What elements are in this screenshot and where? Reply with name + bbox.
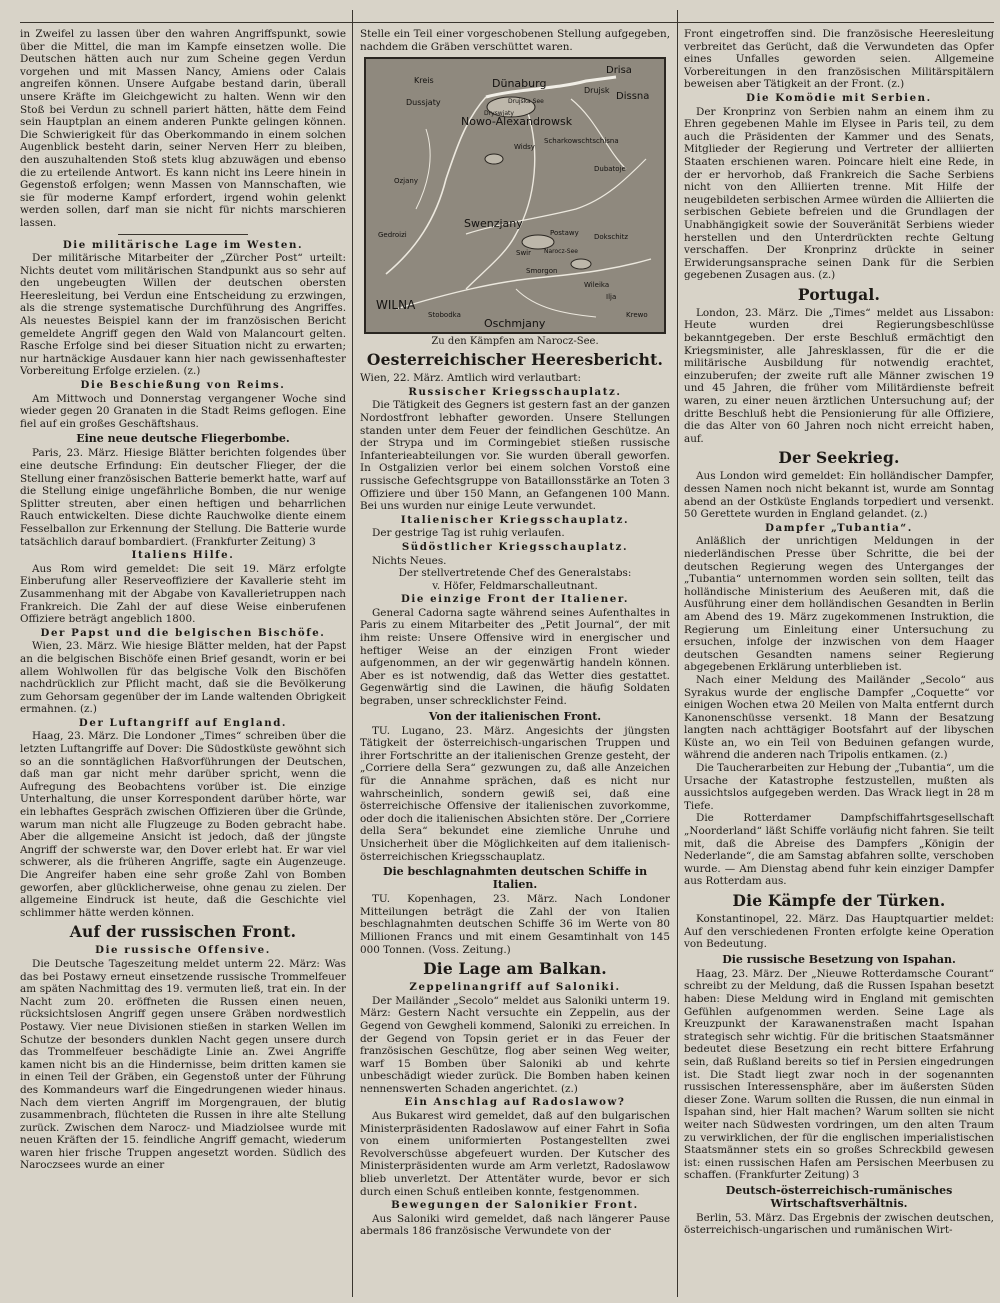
article-paragraph: Die Deutsche Tageszeitung meldet unterm 22. März: Was das bei Postawy erneut einsetzende russische Trommelfeuer am späten Nachmittag des 19. vermuten ließ, trat ein. In der Nacht zum 20. eröffneten die Russen einen neuen, rücksichtslosen Angriff gegen unsere Gräben nordwestlich Postawy. Vier neue Divisionen stießen in starken Wellen im Schutze der besonders dunklen Nacht gegen unsere durch das Trommelfeuer beschädigte Linie an. Zwei Angriffe kamen nicht bis an die Hindernisse, beim dritten kamen sie in einen Teil der Gräben, ein Gegenstoß unter der Führung des Kommandeurs warf die Eingedrungenen wieder hinaus. Nach dem vierten Angriff im Morgengrauen, der blutig zusammenbrach, flüchteten die Russen in ihre alte Stellung zurück. Zwischen dem Narocz- und Miadziolsee wurde mit neuen Kräften der 15. feindliche Angriff gemacht, wiederum waren hier frische Truppen angesetzt worden. Südlich des Naroczsees wurde an einer — [20, 957, 346, 1172]
article-heading: Von der italienischen Front. — [428, 709, 602, 723]
section-separator — [118, 234, 248, 235]
map-place-label: Dokschitz — [594, 233, 629, 242]
map-figure — [364, 57, 666, 334]
signature-line: Der stellvertretende Chef des Generalstabs: — [398, 567, 632, 580]
column-rule — [352, 10, 353, 1297]
article-paragraph: Die Tätigkeit des Gegners ist gestern fast an der ganzen Nordostfront lebhafter geworden. Unsere Stellungen standen unter dem Feuer der feindlichen Geschütze. An der Strypa und im Cormingebiet stießen russische Infanterieabteilungen vor. Sie wurden überall geworfen. In Ostgalizien verlor bei einem solchen Vorstoß eine russische Gefechtsgruppe von Bataillonsstärke an Toten 3 Offiziere und über 150 Mann, an Gefangenen 100 Mann. Bei uns wurden nur einige Leute verwundet. — [360, 399, 670, 513]
column-2 — [360, 28, 670, 1296]
map-place-label: Smorgon — [526, 267, 558, 276]
article-subheading: Ein Anschlag auf Radoslawow? — [404, 1096, 626, 1109]
map-place-label: Postawy — [550, 229, 579, 238]
article-paragraph: Aus Bukarest wird gemeldet, daß auf den bulgarischen Ministerpräsidenten Radoslawow auf einer Fahrt in Sofia von einem uniformierten Postangestellten zwei Revolverschüsse abgefeuert wurden. Der Kutscher des Ministerpräsidenten wurde am Arm verletzt, Radoslawow blieb unverletzt. Der Attentäter wurde, bevor er sich durch einen Schuß entleiben konnte, festgenommen. — [360, 1110, 670, 1198]
article-paragraph: Aus Rom wird gemeldet: Die seit 19. März erfolgte Einberufung aller Reserveoffiziere der Kavallerie steht im Zusammenhang mit der Abgabe von Kavallerietruppen nach Frankreich. Die Zahl der auf diese Weise einberufenen Offiziere beträgt angeblich 1800. — [20, 562, 346, 626]
article-paragraph: Nach einer Meldung des Mailänder „Secolo“ aus Syrakus wurde der englische Dampfer „Coquette“ vor einigen Wochen etwa 20 Meilen von Malta entfernt durch Kanonenschüsse versenkt. 18 Mann der Besatzung langten nach achttägiger Bootsfahrt auf der libyschen Küste an, wo ein Teil von Beduinen gefangen wurde, während die anderen nach Tripolis entkamen. (z.) — [684, 673, 994, 762]
section-heading: Der Seekrieg. — [778, 448, 900, 468]
article-heading: Die russische Besetzung von Ispahan. — [722, 952, 956, 966]
article-paragraph: Am Mittwoch und Donnerstag vergangener Woche sind wieder gegen 20 Granaten in die Stadt Reims geflogen. Eine fiel auf ein großes Geschäftshaus. — [20, 392, 346, 430]
article-subheading: Die einzige Front der Italiener. — [400, 593, 630, 606]
article-subheading: Zeppelinangriff auf Saloniki. — [409, 981, 621, 994]
article-subheading: Dampfer „Tubantia“. — [765, 521, 913, 534]
map-place-label: Kreis — [414, 76, 434, 86]
section-heading: Portugal. — [797, 284, 881, 304]
article-heading: Eine neue deutsche Fliegerbombe. — [76, 432, 290, 446]
column-rule — [677, 10, 678, 1297]
article-subheading: Bewegungen der Salonikier Front. — [391, 1199, 639, 1212]
article-paragraph: Anläßlich der unrichtigen Meldungen in der niederländischen Presse über Schritte, die bei der deutschen Regierung wegen des Unterganges der „Tubantia“ unternommen worden sein sollten, teilt das holländische Ministerium des Aeußeren mit, daß die Ausführung einer dem holländischen Gesandten in Berlin am Abend des 19. März zugekommenen Instruktion, die Regierung um Einleitung einer Untersuchung zu ersuchen, infolge der inzwischen von dem Haager deutschen Gesandten namens seiner Regierung abgegebenen Erklärung unterblieben ist. — [684, 535, 994, 674]
article-paragraph: TU. Lugano, 23. März. Angesichts der jüngsten Tätigkeit der österreichisch-ungarischen Truppen und ihrer Fortschritte an der italienischen Grenze gesteht, der „Corriere della Sera“ gezwungen zu, daß alle Anzeichen für die Annahme sprächen, daß es nicht nur wahrscheinlich, sondern gewiß sei, daß eine österreichische Offensive der italienischen zuvorkomme, oder doch die italienischen Absichten störe. Der „Corriere della Sera“ bekundet eine ziemliche Unruhe und Unsicherheit über die Möglichkeiten auf dem italienisch-österreichischen Kriegsschauplatz. — [360, 724, 670, 863]
map-place-label: Widsy — [514, 143, 535, 152]
map-place-label: Dussjaty — [406, 98, 441, 108]
article-paragraph: Aus London wird gemeldet: Ein holländischer Dampfer, dessen Namen noch nicht bekannt ist, wurde am Sonntag abend an der Ostküste Englands torpediert und versenkt. 50 Gerettete wurden in England gelandet. (z.) — [684, 470, 994, 521]
article-paragraph: Die Rotterdamer Dampfschiffahrtsgesellschaft „Noorderland“ läßt Schiffe vorläufig nicht fahren. Sie teilt mit, daß die Abreise des Dampfers „Königin der Nederlande“, die am Samstag abfahren sollte, verschoben wurde. — Am Dienstag abend fuhr kein einziger Dampfer aus Rotterdam aus. — [684, 812, 994, 888]
map-drawing — [366, 59, 664, 332]
map-place-label: Scharkowschtschisna — [544, 137, 619, 146]
article-heading: Die beschlagnahmten deutschen Schiffe in Italien. — [382, 865, 648, 892]
article-paragraph: Berlin, 53. März. Das Ergebnis der zwischen deutschen, österreichisch-ungarischen und rumänischen Wirt- — [684, 1211, 994, 1237]
article-subheading: Südöstlicher Kriegsschauplatz. — [401, 540, 629, 553]
article-subheading: Die russische Offensive. — [95, 944, 271, 957]
article-subheading: Die Beschießung von Reims. — [80, 379, 286, 392]
column-2-top — [360, 28, 670, 53]
article-subheading: Der Papst und die belgischen Bischöfe. — [40, 626, 326, 639]
map-place-label: Dissna — [616, 91, 650, 103]
map-place-label: Drujsk — [584, 86, 610, 96]
article-paragraph: General Cadorna sagte während seines Aufenthaltes in Paris zu einem Mitarbeiter des „Petit Journal“, der mit ihm reiste: Unsere Offensive wird in energischer und heftiger Weise an der einzigen Front wieder aufgenommen, an der wir gegenwärtig handeln können. Aber es ist notwendig, daß das Wetter dies gestattet. Gegenwärtig sind die Lawinen, die häufig Soldaten begraben, unser schrecklichster Feind. — [360, 606, 670, 708]
map-place-label: Nowo-Alexandrowsk — [461, 115, 573, 129]
article-paragraph: Paris, 23. März. Hiesige Blätter berichten folgendes über eine deutsche Erfindung: Ein deutscher Flieger, der die Stellung einer französischen Batterie bemerkt hatte, warf auf die Stellung einige ungefährliche Bomben, die nur wenige Splitter streuten, aber einen heftigen und beharrlichen Rauch entwickelten. Diese dichte Rauchwolke diente einem Fesselballon zur Erkennung der Stellung. Die Batterie wurde tatsächlich darauf bombardiert. (Frankfurter Zeitung) 3 — [20, 447, 346, 548]
top-rule — [20, 22, 994, 23]
section-heading: Auf der russischen Front. — [69, 922, 297, 942]
map-place-label: Dryswjaty — [484, 110, 514, 118]
article-subheading: Italienischer Kriegsschauplatz. — [400, 513, 630, 526]
article-subheading: Italiens Hilfe. — [131, 549, 235, 562]
article-paragraph: Wien, 23. März. Wie hiesige Blätter melden, hat der Papst an die belgischen Bischöfe einen Brief gesandt, worin er bei allem Wohlwollen für das belgische Volk den Bischöfen nachdrücklich zur Pflicht macht, daß sie die Bevölkerung zum Gehorsam gegenüber der im Lande waltenden Obrigkeit ermahnen. (z.) — [20, 640, 346, 716]
article-paragraph: Stelle ein Teil einer vorgeschobenen Stellung aufgegeben, nachdem die Gräben verschüttet waren. — [360, 28, 670, 53]
column-2-body — [360, 351, 670, 1238]
map-place-label: Wileika — [584, 281, 610, 290]
map-place-label: Gedroizi — [378, 231, 407, 240]
map-place-label: Ilja — [606, 293, 617, 302]
article-paragraph: TU. Kopenhagen, 23. März. Nach Londoner Mitteilungen beträgt die Zahl der von Italien beschlagnahmten deutschen Schiffe 36 im Werte von 80 Millionen Francs und mit einem Gesamtinhalt von 145 000 Tonnen. (Voss. Zeitung.) — [360, 893, 670, 956]
map-caption: Zu den Kämpfen am Narocz-See. — [431, 336, 599, 348]
map-place-label: Narocz-See — [544, 248, 578, 256]
map-place-label: Swir — [516, 249, 531, 258]
article-paragraph: in Zweifel zu lassen über den wahren Angriffspunkt, sowie über die Mittel, die man im Kampfe einsetzen wolle. Die Deutschen hätten auch nur zum Scheine gegen Verdun vorgehen und mit Massen Nancy, Amiens oder Calais angreifen können. Unsere Aufgabe bestand darin, überall unsere Kräfte im Gleichgewicht zu halten. Wenn wir den Stoß bei Verdun zu schnell pariert hätten, hätte dem Feind sein Hauptplan an einem anderen Punkte gelingen können. Die Schwierigkeit für das Oberkommando in einem solchen Augenblick besteht darin, seiner Nerven Herr zu bleiben, den auszuhaltenden Stoß stets klug abzuwägen und ebenso die zu erteilende Antwort. Es kann nicht ins Leere hinein in Gegenstoß erfolgen; wenn Massen von Mannschaften, wie sie für moderne Kampf erfordert, irgend wohin gelenkt werden sollen, darf man sie nicht für nichts marschieren lassen. — [20, 28, 346, 229]
section-heading: Die Lage am Balkan. — [423, 959, 607, 979]
map-place-label: Oschmjany — [484, 317, 546, 331]
map-place-label: Dünaburg — [492, 77, 547, 91]
section-heading: Oesterreichischer Heeresbericht. — [366, 350, 664, 370]
section-heading: Die Kämpfe der Türken. — [732, 891, 946, 910]
map-place-label: Swenzjany — [464, 217, 523, 231]
article-paragraph: Wien, 22. März. Amtlich wird verlautbart: — [360, 372, 581, 385]
article-paragraph: Aus Saloniki wird gemeldet, daß nach längerer Pause abermals 186 französische Verwundete von der — [360, 1212, 670, 1238]
map-place-label: Krewo — [626, 311, 648, 320]
article-paragraph: Der Mailänder „Secolo“ meldet aus Saloniki unterm 19. März: Gestern Nacht versuchte ein Zeppelin, aus der Gegend von Gewgheli kommend, Saloniki zu erreichen. In der Gegend von Topsin geriet er in das Feuer der französischen Geschütze, flog aber seinen Weg weiter, warf 15 Bomben über Saloniki ab und kehrte unbeschädigt wieder zurück. Die Bomben haben keinen nennenswerten Schaden angerichtet. (z.) — [360, 994, 670, 1095]
article-heading: Deutsch-österreichisch-rumänisches Wirtschaftsverhältnis. — [725, 1183, 953, 1210]
map-place-label: Drisa — [606, 65, 632, 77]
article-subheading: Russischer Kriegsschauplatz. — [408, 385, 622, 398]
column-3 — [684, 28, 994, 1296]
article-paragraph: Nichts Neues. — [372, 554, 447, 567]
article-subheading: Die Komödie mit Serbien. — [746, 91, 932, 104]
article-subheading: Der Luftangriff auf England. — [78, 716, 288, 729]
map-place-label: Ozjany — [394, 177, 418, 186]
article-paragraph: London, 23. März. Die „Times“ meldet aus Lissabon: Heute wurden drei Regierungsbeschlüsse bekanntgegeben. Der erste Beschluß ermächtigt den Kriegsminister, alle Jahresklassen, für die er die militärische Ausbildung für notwendig erachtet, einzuberufen; der zweite ruft alle Männer zwischen 19 und 45 Jahren, die früher vom Militärdienste befreit waren, zu einer neuen ärztlichen Untersuchung auf; der dritte Beschluß hebt die Pensionierung für alle Offiziere, die das Alter von 60 Jahren noch nicht erreicht haben, auf. — [684, 306, 994, 445]
map-place-label: Dubatoje — [594, 165, 626, 174]
map-place-label: WILNA — [376, 298, 416, 313]
article-paragraph: Der Kronprinz von Serbien nahm an einem ihm zu Ehren gegebenen Mahle im Elysee in Paris teil, zu dem auch die Präsidenten der Kammer und des Senats, Mitglieder der Regierung und Vertreter der alliierten Staaten erschienen waren. Poincare hielt eine Rede, in der er hervorhob, daß Frankreich die Sache Serbiens nicht von den Alliierten trenne. Mit Hilfe der neugebildeten serbischen Armee würden die Alliierten die serbischen Gebiete befreien und die Grundlagen der Unabhängigkeit sowie der Souveränität Serbiens wieder herstellen und den Unterdrückten rechte Geltung verschaffen. Der Kronprinz drückte in seiner Erwiderungsansprache seinen Dank für die Serbien gegebenen Zusagen aus. (z.) — [684, 105, 994, 282]
article-paragraph: Konstantinopel, 22. März. Das Hauptquartier meldet: Auf den verschiedenen Fronten erfolgte keine Operation von Bedeutung. — [684, 913, 994, 951]
column-1 — [20, 28, 346, 1296]
article-paragraph: Der militärische Mitarbeiter der „Zürcher Post“ urteilt: Nichts deutet vom militärischen Standpunkt aus so sehr auf den ungebeugten Willen der deutschen obersten Heeresleitung, bei Verdun eine Entscheidung zu erzwingen, als die strenge systematische Durchführung des Angriffes. Als neuestes Beispiel kann der im französischen Bericht gemeldete Angriff gegen den Wald von Malancourt gelten. Rasche Erfolge sind bei dieser Situation nicht zu erwarten; nur hartnäckige Ausdauer kann hier nach gewissenhaftester Vorbereitung Erfolge erzielen. (z.) — [20, 252, 346, 378]
article-paragraph: Haag, 23. März. Der „Nieuwe Rotterdamsche Courant“ schreibt zu der Meldung, daß die Russen Ispahan besetzt haben: Diese Meldung wird in England mit gemischten Gefühlen aufgenommen werden. Seine Lage als Kreuzpunkt der Karawanenstraßen macht Ispahan strategisch sehr wichtig. Für die britischen Staatsmänner bedeutet diese Besetzung ein recht bittere Erfahrung sein, daß Rußland bereits so tief in Persien eingedrungen ist. Die Stadt liegt zwar noch in der sogenannten russischen Interessensphäre, aber im äußersten Süden dieser Zone. Warum sollten die Russen, die nun einmal in Ispahan sind, hier Halt machen? Warum sollten sie nicht weiter nach Südwesten vordringen, um den alten Traum zu verwirklichen, der für die englischen imperialistischen Staatsmänner stets ein so großes Schreckbild gewesen ist: einen russischen Hafen am Persischen Meerbusen zu schaffen. (Frankfurter Zeitung) 3 — [684, 967, 994, 1182]
article-subheading: Die militärische Lage im Westen. — [62, 238, 304, 251]
article-paragraph: Front eingetroffen sind. Die französische Heeresleitung verbreitet das Gerücht, daß die Verwundeten das Opfer eines Unfalles geworden seien. Allgemeine Vorbereitungen in den französischen Militärspitälern beweisen aber Tätigkeit an der Front. (z.) — [684, 28, 994, 91]
article-paragraph: Der gestrige Tag ist ruhig verlaufen. — [372, 527, 565, 540]
article-paragraph: Haag, 23. März. Die Londoner „Times“ schreiben über die letzten Luftangriffe auf Dover: Die Südostküste gewöhnt sich so an die sonntäglichen Haßvorführungen der Deutschen, daß man gar nicht mehr darüber spricht, wenn die Aufregung des Beobachtens vorüber ist. Die einzige Unterhaltung, die unser Korrespondent darüber hörte, war ein lebhaftes Gespräch zwischen Offizieren über die Gründe, warum man nicht alle Flugzeuge zu Boden gebracht habe. Aber die allgemeine Ansicht ist jedoch, daß der jüngste Angriff der schwerste war, den Dover erlebt hat. Er war viel schwerer, als die früheren Angriffe, sagte ein Augenzeuge. Die Angreifer haben eine sehr große Zahl von Bomben geworfen, aber glücklicherweise, ohne genau zu zielen. Der allgemeine Eindruck ist heute, daß die Geschichte viel schlimmer hätte werden können. — [20, 730, 346, 919]
signature-line: v. Höfer, Feldmarschalleutnant. — [432, 579, 598, 592]
map-place-label: Stobodka — [428, 311, 461, 320]
article-paragraph: Die Taucherarbeiten zur Hebung der „Tubantia“, um die Ursache der Katastrophe festzustellen, mußten als aussichtslos aufgegeben werden. Das Wrack liegt in 28 m Tiefe. — [684, 762, 994, 812]
map-place-label: Drujska See — [508, 98, 544, 106]
